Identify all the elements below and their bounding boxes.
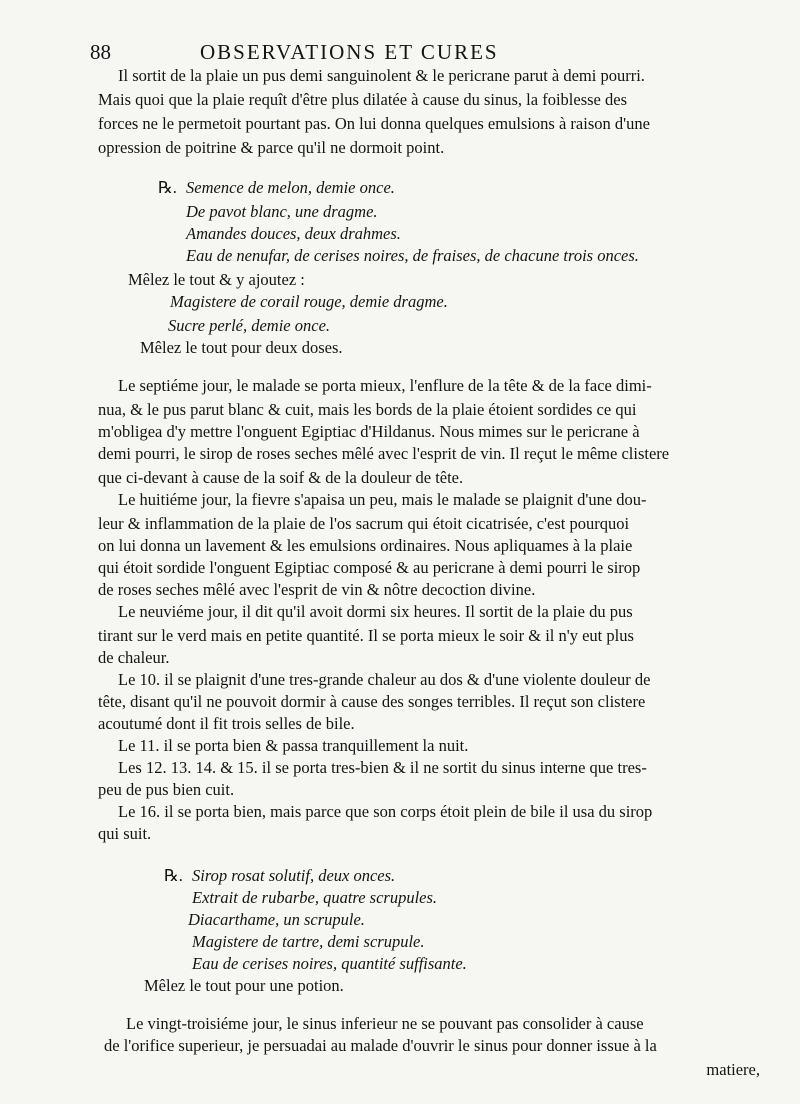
recipe-sign: ℞. bbox=[164, 866, 183, 885]
recipe-item: ℞. Semence de melon, demie once. bbox=[158, 178, 395, 197]
recipe-item: Amandes douces, deux drahmes. bbox=[186, 224, 401, 243]
text-line: qui étoit sordide l'onguent Egiptiac composé & au pericrane à demi pourri le sirop bbox=[98, 558, 641, 577]
recipe-item: Extrait de rubarbe, quatre scrupules. bbox=[192, 888, 438, 907]
recipe-instruction: Mêlez le tout & y ajoutez : bbox=[128, 270, 305, 289]
recipe-item: Magistere de corail rouge, demie dragme. bbox=[170, 292, 448, 311]
text-line: Le 10. il se plaignit d'une tres-grande chaleur au dos & d'une violente douleur de bbox=[118, 670, 651, 689]
text-line: peu de pus bien cuit. bbox=[98, 780, 235, 799]
text-line: m'obligea d'y mettre l'onguent Egiptiac d'Hildanus. Nous mimes sur le pericrane à bbox=[98, 422, 640, 441]
text-line: tête, disant qu'il ne pouvoit dormir à cause des songes terribles. Il reçut son clistere bbox=[98, 692, 646, 711]
page-number: 88 bbox=[90, 40, 111, 64]
text-line: on lui donna un lavement & les emulsions ordinaires. Nous apliquames à la plaie bbox=[98, 536, 633, 555]
recipe-sign: ℞. bbox=[158, 178, 177, 197]
recipe-instruction: Mêlez le tout pour une potion. bbox=[144, 976, 344, 995]
text-line: nua, & le pus parut blanc & cuit, mais les bords de la plaie étoient sordides ce qui bbox=[98, 400, 637, 419]
recipe-item: Sucre perlé, demie once. bbox=[168, 316, 331, 335]
recipe-item: Eau de cerises noires, quantité suffisante. bbox=[192, 954, 467, 973]
page-header bbox=[90, 40, 750, 66]
text-line: Le septiéme jour, le malade se porta mieux, l'enflure de la tête & de la face dimi- bbox=[118, 376, 652, 395]
text-line: que ci-devant à cause de la soif & de la douleur de tête. bbox=[98, 468, 464, 487]
text-line: opression de poitrine & parce qu'il ne dormoit point. bbox=[98, 138, 445, 157]
text-line: Le vingt-troisiéme jour, le sinus inferieur ne se pouvant pas consolider à cause bbox=[126, 1014, 644, 1033]
text-line: de chaleur. bbox=[98, 648, 170, 667]
text-line: de l'orifice superieur, je persuadai au malade d'ouvrir le sinus pour donner issue à la bbox=[104, 1036, 657, 1055]
running-title: OBSERVATIONS ET CURES bbox=[200, 40, 499, 64]
recipe-item: Magistere de tartre, demi scrupule. bbox=[192, 932, 425, 951]
text-line: demi pourri, le sirop de roses seches mêlé avec l'esprit de vin. Il reçut le même clistere bbox=[98, 444, 670, 463]
text-line: Le 11. il se porta bien & passa tranquillement la nuit. bbox=[118, 736, 469, 755]
catchword: matiere, bbox=[706, 1060, 760, 1079]
text-line: Il sortit de la plaie un pus demi sanguinolent & le pericrane parut à demi pourri. bbox=[118, 66, 645, 85]
recipe-item: De pavot blanc, une dragme. bbox=[186, 202, 378, 221]
text-line: Le neuviéme jour, il dit qu'il avoit dormi six heures. Il sortit de la plaie du pus bbox=[118, 602, 633, 621]
text-line: Le 16. il se porta bien, mais parce que son corps étoit plein de bile il usa du sirop bbox=[118, 802, 653, 821]
text-line: Le huitiéme jour, la fievre s'apaisa un peu, mais le malade se plaignit d'une dou- bbox=[118, 490, 647, 509]
text-line: Les 12. 13. 14. & 15. il se porta tres-bien & il ne sortit du sinus interne que tres- bbox=[118, 758, 647, 777]
recipe-item: Eau de nenufar, de cerises noires, de fraises, de chacune trois onces. bbox=[186, 246, 639, 265]
text-line: acoutumé dont il fit trois selles de bile. bbox=[98, 714, 355, 733]
text-line: qui suit. bbox=[98, 824, 152, 843]
text-line: tirant sur le verd mais en petite quantité. Il se porta mieux le soir & il n'y eut plus bbox=[98, 626, 634, 645]
recipe-item: ℞. Sirop rosat solutif, deux onces. bbox=[164, 866, 396, 885]
text-line: Mais quoi que la plaie requît d'être plus dilatée à cause du sinus, la foiblesse des bbox=[98, 90, 627, 109]
text-line: de roses seches mêlé avec l'esprit de vin & nôtre decoction divine. bbox=[98, 580, 536, 599]
recipe-item: Diacarthame, un scrupule. bbox=[188, 910, 365, 929]
text-line: forces ne le permetoit pourtant pas. On lui donna quelques emulsions à raison d'une bbox=[98, 114, 650, 133]
text-line: leur & inflammation de la plaie de l'os sacrum qui étoit cicatrisée, c'est pourquoi bbox=[98, 514, 630, 533]
recipe-instruction: Mêlez le tout pour deux doses. bbox=[140, 338, 343, 357]
